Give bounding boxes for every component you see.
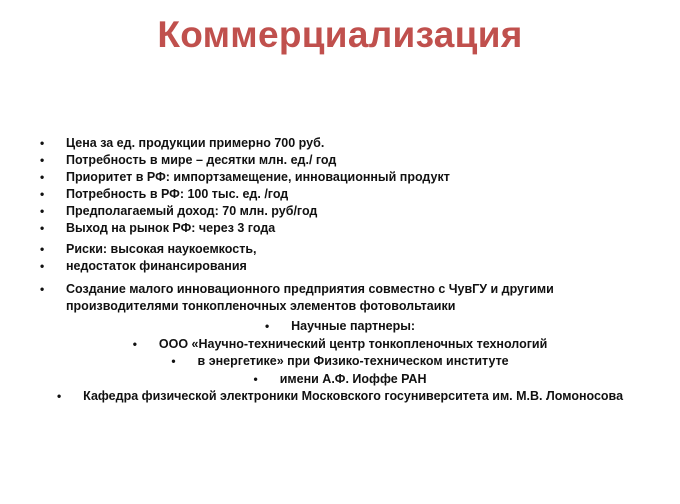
bullet-dot: • bbox=[171, 354, 176, 368]
commercialization-bullet-list bbox=[40, 135, 650, 315]
partner-ntc: • ООО «Научно-технический центр тонкопленочных технологий bbox=[0, 336, 680, 354]
bullet-dot: • bbox=[253, 371, 258, 386]
bullet-dot: • bbox=[56, 389, 62, 403]
partner-ioffe: • имени А.Ф. Иоффе РАН bbox=[0, 371, 680, 389]
partners-list bbox=[0, 318, 680, 406]
bullet-world-demand: • Потребность в мире – десятки млн. ед./ год bbox=[40, 152, 650, 169]
bullet-dot: • bbox=[264, 319, 270, 333]
bullet-price: • Цена за ед. продукции примерно 700 руб. bbox=[40, 135, 650, 152]
bullet-rf-demand: • Потребность в РФ: 100 тыс. ед. /год bbox=[40, 186, 650, 203]
bullet-funding-shortage: • недостаток финансирования bbox=[40, 258, 650, 275]
bullet-market-entry: • Выход на рынок РФ: через 3 года bbox=[40, 220, 650, 237]
partner-msu: • Кафедра физической электроники Московского госуниверситета им. М.В. Ломоносова bbox=[0, 388, 680, 406]
bullet-expected-income: • Предполагаемый доход: 70 млн. руб/год bbox=[40, 203, 650, 220]
bullet-small-enterprise: • Создание малого инновационного предприятия совместно с ЧувГУ и другими производителями тонкопленочных элементов фотовольтаики bbox=[40, 281, 650, 315]
bullet-rf-priority: • Приоритет в РФ: импортзамещение, инновационный продукт bbox=[40, 169, 650, 186]
slide-title: Коммерциализация bbox=[157, 14, 523, 55]
bullet-risks: • Риски: высокая наукоемкость, bbox=[40, 241, 650, 258]
partner-ntc-energy: • в энергетике» при Физико-техническом институте bbox=[0, 353, 680, 371]
bullet-dot: • bbox=[132, 336, 137, 351]
partners-heading: • Научные партнеры: bbox=[0, 318, 680, 336]
